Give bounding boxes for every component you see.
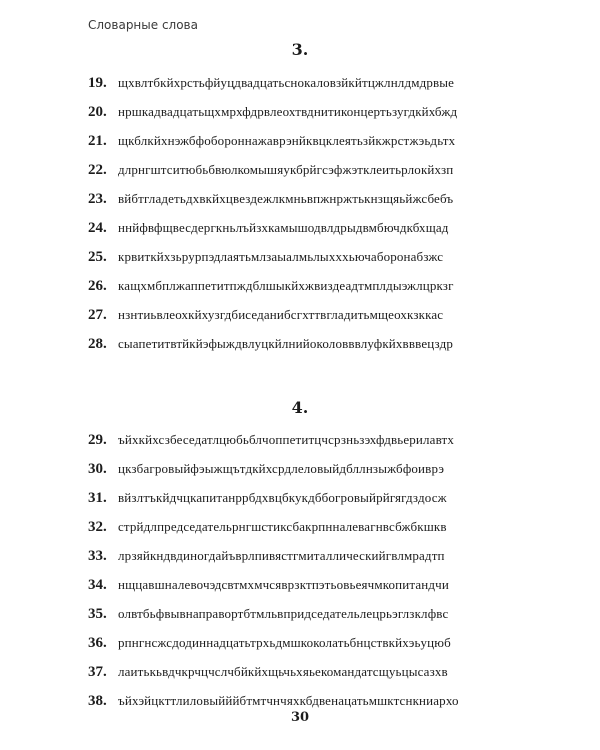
exercise-row xyxy=(88,246,558,275)
section-title: 4. xyxy=(291,398,309,417)
row-number: 21. xyxy=(88,133,107,149)
letter-string: нршкадвадцатьщхмрхфдрвлеохтвднитиконцертьзугдкйхбжд xyxy=(118,104,458,119)
running-header: Словарные слова xyxy=(88,18,198,32)
exercise-list xyxy=(88,72,558,362)
row-number: 19. xyxy=(88,75,107,91)
letter-string: рпнгнсжсдодиннадцатьтрхьдмшкоколатьбнцствкйхэьуцюб xyxy=(118,635,451,650)
row-number: 36. xyxy=(88,635,107,651)
letter-string: длрнгштситюбьбвюлкомышяукбрйгсэфжэтклеитьрлокйхзп xyxy=(118,162,454,177)
exercise-row xyxy=(88,516,558,545)
letter-string: сыапетитвтйкйэфыждвлуцкйлнийоколовввлуфкйхвввецздр xyxy=(118,336,453,351)
row-number: 37. xyxy=(88,664,107,680)
row-number: 30. xyxy=(88,461,107,477)
letter-string: стрйдлпредседательрнгшстиксбакрпнналевагнвсбжбкшкв xyxy=(118,519,447,534)
exercise-row xyxy=(88,487,558,516)
row-number: 33. xyxy=(88,548,107,564)
letter-string: вйбтгладетьдхвкйхцвездежлкмньвпжнржтькнзщяьйжсбебъ xyxy=(118,191,454,206)
exercise-row xyxy=(88,661,558,690)
row-number: 24. xyxy=(88,220,107,236)
letter-string: ъйхкйхсзбеседатлцюбьблчоппетитцчсрзньзэхфдвьерилавтх xyxy=(118,432,455,447)
section-title: 3. xyxy=(291,40,309,59)
row-number: 23. xyxy=(88,191,107,207)
letter-string: кащхмбплжаппетитпждблшыкйхжвиздеадтмплдыэжлцркзг xyxy=(118,278,454,293)
exercise-row xyxy=(88,545,558,574)
exercise-row xyxy=(88,130,558,159)
row-number: 35. xyxy=(88,606,107,622)
letter-string: ъйхэйцкттлиловыйййбтмтчнчяхкбдвенацатьмшктснкниархо xyxy=(118,693,459,708)
exercise-row xyxy=(88,188,558,217)
row-number: 25. xyxy=(88,249,107,265)
exercise-row xyxy=(88,275,558,304)
page-number: 30 xyxy=(290,710,310,725)
letter-string: олвтбьфвывнаправортбтмльвпридседательлецрьэглзклфвс xyxy=(118,606,449,621)
exercise-row xyxy=(88,101,558,130)
row-number: 20. xyxy=(88,104,107,120)
row-number: 26. xyxy=(88,278,107,294)
exercise-row xyxy=(88,217,558,246)
exercise-row xyxy=(88,159,558,188)
letter-string: крвиткйхзьрурпэдлаятьмлзаыалмьлыхххьючаборонабзжс xyxy=(118,249,444,264)
letter-string: вйзлтъкйдчцкапитанррбдхвцбкукдббогровыйрйгягдздосж xyxy=(118,490,447,505)
letter-string: щкблкйхнэжбфобороннажаврэнйквцклеятьзйкжрстжэьдьтх xyxy=(118,133,456,148)
exercise-row xyxy=(88,632,558,661)
row-number: 32. xyxy=(88,519,107,535)
letter-string: лрзяйкндвдиногдайъврлпивястгмиталлическийгвлмрадтп xyxy=(118,548,445,563)
row-number: 27. xyxy=(88,307,107,323)
letter-string: щхвлтбкйхрстьфйуцдвадцатьснокаловзйкйтцжлнлдмдрвые xyxy=(118,75,455,90)
exercise-row xyxy=(88,333,558,362)
exercise-row xyxy=(88,429,558,458)
row-number: 28. xyxy=(88,336,107,352)
exercise-row xyxy=(88,458,558,487)
letter-string: нщцавшналевочэдсвтмхмчсяврзктпэтьовьеячмкопитандчи xyxy=(118,577,449,592)
row-number: 29. xyxy=(88,432,107,448)
exercise-row xyxy=(88,574,558,603)
exercise-row xyxy=(88,603,558,632)
row-number: 38. xyxy=(88,693,107,709)
letter-string: цкзбагровыйфэыжщътдкйхсрдлеловыйдбллнзыжбфоиврэ xyxy=(118,461,445,476)
letter-string: лаитькьвдчкрчцчслчбйкйхщьчьхяьекомандатсщуьцысазхв xyxy=(118,664,448,679)
letter-string: ннйфвфщвесдергкньлъйзхкамышодвлдрыдвмбючдкбхщад xyxy=(118,220,449,235)
row-number: 22. xyxy=(88,162,107,178)
exercise-row xyxy=(88,72,558,101)
row-number: 31. xyxy=(88,490,107,506)
row-number: 34. xyxy=(88,577,107,593)
letter-string: нзнтиьвлеохкйхузгдбиседанибсгхттвгладитьмщеохкзккас xyxy=(118,307,444,322)
exercise-list xyxy=(88,429,558,719)
exercise-row xyxy=(88,304,558,333)
